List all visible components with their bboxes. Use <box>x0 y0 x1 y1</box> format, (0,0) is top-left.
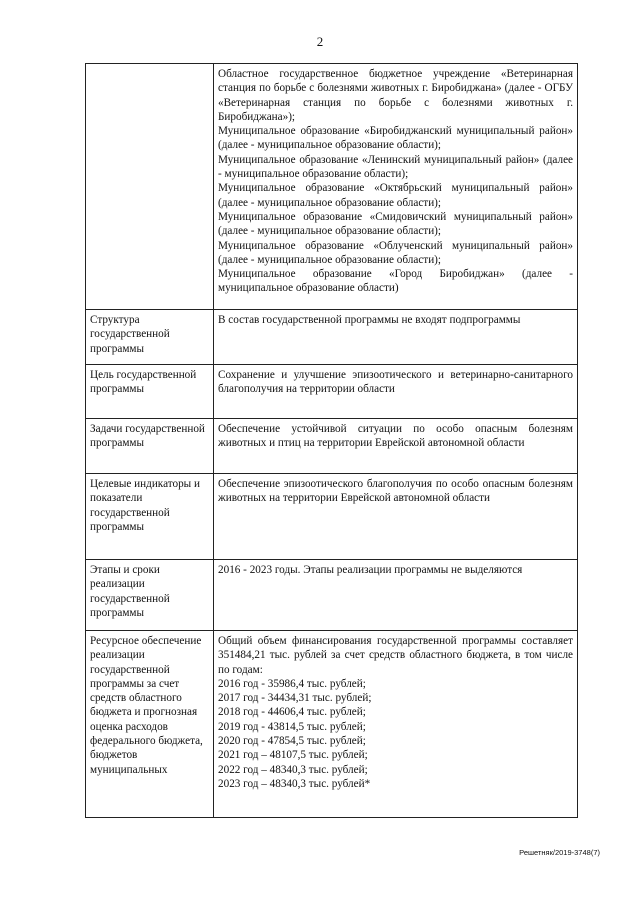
funding-value <box>214 631 578 818</box>
row-label: Структура государственной программы <box>86 310 214 365</box>
row-value: Обеспечение эпизоотического благополучия по особо опасным болезням животных на территории Еврейской автономной области <box>214 474 578 560</box>
row-value: 2016 - 2023 годы. Этапы реализации программы не выделяются <box>214 560 578 631</box>
table-row-stages <box>86 560 578 631</box>
participant-item: Муниципальное образование «Ленинский муниципальный район» (далее - муниципальное образование области); <box>218 153 573 181</box>
participant-item: Муниципальное образование «Октябрьский муниципальный район» (далее - муниципальное образование области); <box>218 182 573 209</box>
row-label: Задачи государственной программы <box>86 419 214 474</box>
participants-value <box>214 64 578 310</box>
funding-year: 2017 год - 34434,31 тыс. рублей; <box>218 692 372 705</box>
document-registration-code: Решетняк/2019-3748(7) <box>519 848 600 857</box>
funding-year: 2016 год - 35986,4 тыс. рублей; <box>218 677 366 690</box>
participant-item: Муниципальное образование «Смидовичский муниципальный район» (далее - муниципальное образование области); <box>218 210 573 238</box>
funding-year: 2021 год – 48107,5 тыс. рублей; <box>218 749 368 762</box>
funding-year: 2023 год – 48340,3 тыс. рублей* <box>218 777 371 790</box>
row-label: Этапы и сроки реализации государственной программы <box>86 560 214 631</box>
row-value: Обеспечение устойчивой ситуации по особо опасным болезням животных и птиц на территории Еврейской автономной области <box>214 419 578 474</box>
table-row-goal <box>86 365 578 419</box>
row-value: В состав государственной программы не входят подпрограммы <box>214 310 578 365</box>
funding-year: 2020 год - 47854,5 тыс. рублей; <box>218 735 366 748</box>
row-label: Цель государственной программы <box>86 365 214 419</box>
participant-item: Муниципальное образование «Облученский муниципальный район» (далее - муниципальное образование области); <box>218 239 573 266</box>
participant-item: Муниципальное образование «Город Биробиджан» (далее - муниципальное образование области) <box>218 268 573 295</box>
table-row-structure <box>86 310 578 365</box>
table-row-participants <box>86 64 578 310</box>
page-number: 2 <box>316 34 324 49</box>
row-label: Целевые индикаторы и показатели государственной программы <box>86 474 214 560</box>
funding-year: 2018 год - 44606,4 тыс. рублей; <box>218 706 366 719</box>
table-row-tasks <box>86 419 578 474</box>
row-label <box>86 64 214 310</box>
row-value: Сохранение и улучшение эпизоотического и ветеринарно-санитарного благополучия на территории области <box>214 365 578 419</box>
participant-item: Областное государственное бюджетное учреждение «Ветеринарная станция по борьбе с болезнями животных г. Биробиджана» (далее - ОГБУ «Ветеринарная станция по борьбе с болезнями животных г. Биробиджана»); <box>218 68 573 123</box>
table-row-funding <box>86 631 578 818</box>
funding-year: 2019 год - 43814,5 тыс. рублей; <box>218 720 366 733</box>
funding-total: Общий объем финансирования государственной программы составляет 351484,21 тыс. рублей за счет средств областного бюджета, в том числе по годам: <box>218 635 573 676</box>
row-label: Ресурсное обеспечение реализации государственной программы за счет средств областного бюджета и прогнозная оценка расходов федерального бюджета, бюджетов муниципальных <box>86 631 214 818</box>
program-passport-table <box>85 63 578 818</box>
funding-year: 2022 год – 48340,3 тыс. рублей; <box>218 763 368 776</box>
participant-item: Муниципальное образование «Биробиджанский муниципальный район» (далее - муниципальное образование области); <box>218 125 573 152</box>
table-row-indicators <box>86 474 578 560</box>
